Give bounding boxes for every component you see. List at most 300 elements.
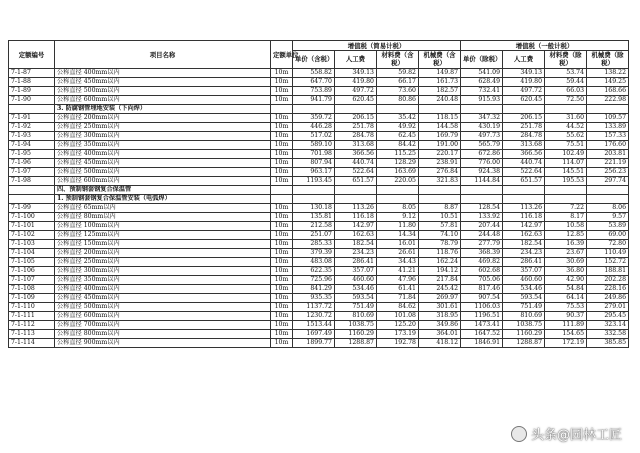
cell-material-excl: 195.53 (545, 177, 587, 186)
header-machine-incl: 机械费（含税） (419, 51, 461, 69)
cell-material-excl: 23.67 (545, 249, 587, 258)
table-row (9, 222, 629, 231)
cell-labor-2: 751.49 (503, 303, 545, 312)
quota-unit: 10m (271, 222, 293, 231)
cell-labor: 593.54 (335, 294, 377, 303)
cell-labor-2: 1160.29 (503, 330, 545, 339)
cell-material-incl: 34.43 (377, 258, 419, 267)
cell-material-incl: 62.45 (377, 132, 419, 141)
cell-machine-incl: 301.61 (419, 303, 461, 312)
cell-material-incl: 84.62 (377, 303, 419, 312)
cell-machine-excl: 110.49 (587, 249, 629, 258)
table-row (9, 159, 629, 168)
section-empty-cell (293, 195, 335, 204)
cell-machine-excl: 203.81 (587, 150, 629, 159)
cell-material-excl: 59.44 (545, 78, 587, 87)
cell-price-excl: 1196.51 (461, 312, 503, 321)
cell-material-excl: 90.37 (545, 312, 587, 321)
cell-machine-incl: 238.91 (419, 159, 461, 168)
item-name: 公称直径 450mm以内 (55, 294, 271, 303)
cell-material-excl: 75.51 (545, 141, 587, 150)
quota-table (8, 40, 629, 348)
quota-unit: 10m (271, 312, 293, 321)
quota-unit: 10m (271, 132, 293, 141)
cell-labor-2: 284.78 (503, 132, 545, 141)
item-name: 公称直径 500mm以内 (55, 303, 271, 312)
cell-labor: 142.97 (335, 222, 377, 231)
item-name: 公称直径 400mm以内 (55, 69, 271, 78)
section-empty-cell (461, 195, 503, 204)
cell-labor: 497.72 (335, 87, 377, 96)
cell-price-incl: 359.72 (293, 114, 335, 123)
cell-machine-incl: 144.58 (419, 123, 461, 132)
quota-code: 7-1-98 (9, 177, 55, 186)
cell-labor-2: 1038.75 (503, 321, 545, 330)
cell-material-incl: 14.34 (377, 231, 419, 240)
cell-machine-excl: 157.33 (587, 132, 629, 141)
table-row (9, 312, 629, 321)
section-empty-cell (587, 186, 629, 195)
quota-unit: 10m (271, 168, 293, 177)
cell-material-incl: 66.17 (377, 78, 419, 87)
quota-code: 7-1-105 (9, 258, 55, 267)
header-group-simple: 增值税（简易计税） (293, 41, 461, 51)
cell-labor-2: 366.56 (503, 150, 545, 159)
table-row (9, 330, 629, 339)
table-row (9, 69, 629, 78)
header-labor: 人工费 (335, 51, 377, 69)
cell-price-incl: 701.98 (293, 150, 335, 159)
cell-price-incl: 963.17 (293, 168, 335, 177)
cell-labor: 357.07 (335, 267, 377, 276)
cell-price-excl: 924.38 (461, 168, 503, 177)
cell-labor: 366.56 (335, 150, 377, 159)
item-name: 公称直径 100mm以内 (55, 222, 271, 231)
cell-price-incl: 251.07 (293, 231, 335, 240)
quota-code: 7-1-87 (9, 69, 55, 78)
cell-material-excl: 66.03 (545, 87, 587, 96)
cell-price-incl: 130.18 (293, 204, 335, 213)
section-empty-cell (587, 195, 629, 204)
quota-code: 7-1-114 (9, 339, 55, 348)
cell-labor-2: 651.57 (503, 177, 545, 186)
section-empty-cell (545, 105, 587, 114)
cell-machine-incl: 182.57 (419, 87, 461, 96)
cell-price-excl: 1473.41 (461, 321, 503, 330)
quota-unit: 10m (271, 114, 293, 123)
quota-code: 7-1-88 (9, 78, 55, 87)
cell-labor: 534.46 (335, 285, 377, 294)
section-code-cell (9, 105, 55, 114)
cell-machine-incl: 10.51 (419, 213, 461, 222)
quota-unit: 10m (271, 276, 293, 285)
table-row (9, 276, 629, 285)
cell-price-excl: 430.19 (461, 123, 503, 132)
cell-labor-2: 234.23 (503, 249, 545, 258)
section-empty-cell (377, 195, 419, 204)
cell-price-excl: 128.54 (461, 204, 503, 213)
table-row (9, 123, 629, 132)
cell-price-incl: 1513.44 (293, 321, 335, 330)
quota-unit: 10m (271, 123, 293, 132)
table-row (9, 285, 629, 294)
item-name: 公称直径 250mm以内 (55, 123, 271, 132)
cell-machine-incl: 8.87 (419, 204, 461, 213)
table-row (9, 267, 629, 276)
quota-code: 7-1-93 (9, 132, 55, 141)
section-empty-cell (587, 105, 629, 114)
cell-price-excl: 817.46 (461, 285, 503, 294)
cell-labor: 251.78 (335, 123, 377, 132)
section-row (9, 186, 629, 195)
item-name: 公称直径 80mm以内 (55, 213, 271, 222)
quota-code: 7-1-112 (9, 321, 55, 330)
cell-labor: 116.18 (335, 213, 377, 222)
section-empty-cell (461, 186, 503, 195)
item-name: 公称直径 300mm以内 (55, 132, 271, 141)
cell-price-incl: 589.10 (293, 141, 335, 150)
watermark-text: 头条@园林工匠 (530, 428, 622, 443)
cell-price-incl: 647.70 (293, 78, 335, 87)
cell-labor: 460.60 (335, 276, 377, 285)
cell-material-incl: 173.19 (377, 330, 419, 339)
section-empty-cell (503, 105, 545, 114)
cell-labor-2: 313.68 (503, 141, 545, 150)
table-row (9, 150, 629, 159)
cell-labor-2: 620.45 (503, 96, 545, 105)
quota-code: 7-1-97 (9, 168, 55, 177)
cell-machine-excl: 72.80 (587, 240, 629, 249)
cell-price-incl: 212.58 (293, 222, 335, 231)
cell-machine-incl: 245.42 (419, 285, 461, 294)
quota-code: 7-1-100 (9, 213, 55, 222)
item-name: 公称直径 700mm以内 (55, 321, 271, 330)
item-name: 公称直径 350mm以内 (55, 141, 271, 150)
cell-material-incl: 192.78 (377, 339, 419, 348)
cell-price-incl: 1697.49 (293, 330, 335, 339)
quota-unit: 10m (271, 249, 293, 258)
item-name: 公称直径 800mm以内 (55, 330, 271, 339)
cell-material-incl: 163.69 (377, 168, 419, 177)
quota-unit: 10m (271, 159, 293, 168)
cell-material-excl: 7.22 (545, 204, 587, 213)
cell-labor: 349.13 (335, 69, 377, 78)
cell-material-incl: 49.92 (377, 123, 419, 132)
cell-material-incl: 35.42 (377, 114, 419, 123)
cell-machine-incl: 276.84 (419, 168, 461, 177)
cell-price-excl: 776.00 (461, 159, 503, 168)
cell-labor-2: 286.41 (503, 258, 545, 267)
cell-price-excl: 1106.03 (461, 303, 503, 312)
table-row (9, 177, 629, 186)
cell-material-incl: 115.25 (377, 150, 419, 159)
cell-price-incl: 558.82 (293, 69, 335, 78)
table-row (9, 240, 629, 249)
cell-price-excl: 207.44 (461, 222, 503, 231)
cell-price-excl: 368.39 (461, 249, 503, 258)
cell-machine-incl: 149.87 (419, 69, 461, 78)
cell-machine-excl: 221.19 (587, 159, 629, 168)
cell-material-excl: 55.62 (545, 132, 587, 141)
quota-code: 7-1-99 (9, 204, 55, 213)
cell-material-excl: 8.17 (545, 213, 587, 222)
section-empty-cell (377, 186, 419, 195)
table-row (9, 87, 629, 96)
section-empty-cell (461, 105, 503, 114)
cell-price-incl: 1137.72 (293, 303, 335, 312)
cell-material-incl: 73.60 (377, 87, 419, 96)
cell-material-incl: 220.05 (377, 177, 419, 186)
header-name: 项目名称 (55, 41, 271, 69)
cell-labor-2: 116.18 (503, 213, 545, 222)
table-row (9, 303, 629, 312)
table-row (9, 294, 629, 303)
cell-machine-incl: 162.24 (419, 258, 461, 267)
header-price-excl: 单价（除税） (461, 51, 503, 69)
quota-unit: 10m (271, 267, 293, 276)
section-empty-cell (335, 105, 377, 114)
section-title: 1. 预制钢套钢复合保温管安装（电弧焊） (55, 195, 271, 204)
quota-unit: 10m (271, 69, 293, 78)
item-name: 公称直径 300mm以内 (55, 267, 271, 276)
table-row (9, 132, 629, 141)
cell-labor-2: 522.64 (503, 168, 545, 177)
cell-material-incl: 47.96 (377, 276, 419, 285)
cell-price-incl: 285.33 (293, 240, 335, 249)
header-machine-excl: 机械费（除税） (587, 51, 629, 69)
cell-labor: 284.78 (335, 132, 377, 141)
item-name: 公称直径 65mm以内 (55, 204, 271, 213)
cell-material-excl: 72.50 (545, 96, 587, 105)
cell-price-excl: 915.93 (461, 96, 503, 105)
quota-code: 7-1-106 (9, 267, 55, 276)
cell-labor-2: 251.78 (503, 123, 545, 132)
cell-machine-incl: 318.95 (419, 312, 461, 321)
cell-material-incl: 128.29 (377, 159, 419, 168)
cell-labor: 751.49 (335, 303, 377, 312)
cell-machine-excl: 297.74 (587, 177, 629, 186)
cell-labor-2: 1288.87 (503, 339, 545, 348)
item-name: 公称直径 200mm以内 (55, 249, 271, 258)
quota-code: 7-1-109 (9, 294, 55, 303)
cell-price-excl: 1647.52 (461, 330, 503, 339)
quota-unit: 10m (271, 258, 293, 267)
header-material-incl: 材料费（含税） (377, 51, 419, 69)
table-row (9, 213, 629, 222)
table-row (9, 249, 629, 258)
quota-unit: 10m (271, 87, 293, 96)
cell-machine-excl: 332.58 (587, 330, 629, 339)
header-code: 定额编号 (9, 41, 55, 69)
quota-code: 7-1-94 (9, 141, 55, 150)
cell-material-excl: 16.39 (545, 240, 587, 249)
section-empty-cell (503, 186, 545, 195)
cell-price-excl: 1144.84 (461, 177, 503, 186)
cell-price-incl: 379.39 (293, 249, 335, 258)
table-row (9, 141, 629, 150)
cell-material-incl: 61.41 (377, 285, 419, 294)
cell-machine-excl: 323.14 (587, 321, 629, 330)
cell-machine-incl: 118.76 (419, 249, 461, 258)
cell-labor-2: 113.26 (503, 204, 545, 213)
cell-material-incl: 80.86 (377, 96, 419, 105)
cell-labor: 1288.87 (335, 339, 377, 348)
quota-code: 7-1-91 (9, 114, 55, 123)
cell-price-excl: 541.09 (461, 69, 503, 78)
watermark (511, 424, 622, 443)
cell-labor: 1038.75 (335, 321, 377, 330)
cell-machine-excl: 188.81 (587, 267, 629, 276)
cell-material-excl: 154.65 (545, 330, 587, 339)
section-empty-cell (419, 195, 461, 204)
cell-machine-excl: 69.00 (587, 231, 629, 240)
quota-unit: 10m (271, 321, 293, 330)
quota-code: 7-1-113 (9, 330, 55, 339)
item-name: 公称直径 450mm以内 (55, 159, 271, 168)
quota-unit: 10m (271, 303, 293, 312)
quota-unit: 10m (271, 96, 293, 105)
quota-code: 7-1-108 (9, 285, 55, 294)
cell-price-incl: 1230.72 (293, 312, 335, 321)
cell-machine-excl: 222.98 (587, 96, 629, 105)
quota-code: 7-1-101 (9, 222, 55, 231)
item-name: 公称直径 400mm以内 (55, 285, 271, 294)
section-code-cell (9, 195, 55, 204)
section-empty-cell (419, 105, 461, 114)
cell-labor-2: 810.69 (503, 312, 545, 321)
cell-machine-excl: 256.23 (587, 168, 629, 177)
cell-labor-2: 419.80 (503, 78, 545, 87)
cell-machine-incl: 418.12 (419, 339, 461, 348)
cell-machine-incl: 217.84 (419, 276, 461, 285)
quota-code: 7-1-96 (9, 159, 55, 168)
cell-machine-excl: 133.89 (587, 123, 629, 132)
cell-machine-incl: 194.12 (419, 267, 461, 276)
cell-machine-excl: 385.85 (587, 339, 629, 348)
section-empty-cell (503, 195, 545, 204)
header-price-incl: 单价（含税） (293, 51, 335, 69)
cell-price-incl: 725.96 (293, 276, 335, 285)
cell-machine-incl: 220.17 (419, 150, 461, 159)
cell-labor-2: 534.46 (503, 285, 545, 294)
cell-price-excl: 347.32 (461, 114, 503, 123)
table-row (9, 114, 629, 123)
quota-unit: 10m (271, 204, 293, 213)
cell-material-incl: 41.21 (377, 267, 419, 276)
section-row (9, 195, 629, 204)
cell-labor: 162.63 (335, 231, 377, 240)
cell-machine-incl: 364.01 (419, 330, 461, 339)
cell-labor: 313.68 (335, 141, 377, 150)
item-name: 公称直径 400mm以内 (55, 150, 271, 159)
cell-material-excl: 36.80 (545, 267, 587, 276)
item-name: 公称直径 500mm以内 (55, 87, 271, 96)
quota-code: 7-1-111 (9, 312, 55, 321)
quota-unit: 10m (271, 339, 293, 348)
cell-machine-incl: 78.79 (419, 240, 461, 249)
cell-material-incl: 8.05 (377, 204, 419, 213)
item-name: 公称直径 600mm以内 (55, 312, 271, 321)
section-empty-cell (335, 195, 377, 204)
cell-machine-incl: 161.73 (419, 78, 461, 87)
section-empty-cell (377, 105, 419, 114)
cell-price-incl: 446.28 (293, 123, 335, 132)
cell-price-incl: 517.02 (293, 132, 335, 141)
watermark-logo-icon (511, 426, 527, 442)
section-empty-cell (293, 186, 335, 195)
section-code-cell (9, 186, 55, 195)
cell-labor: 182.54 (335, 240, 377, 249)
quota-code: 7-1-90 (9, 96, 55, 105)
cell-price-incl: 753.89 (293, 87, 335, 96)
cell-material-excl: 53.74 (545, 69, 587, 78)
cell-material-incl: 84.42 (377, 141, 419, 150)
cell-material-excl: 64.14 (545, 294, 587, 303)
cell-material-excl: 12.85 (545, 231, 587, 240)
cell-labor-2: 357.07 (503, 267, 545, 276)
cell-labor-2: 497.72 (503, 87, 545, 96)
item-name: 公称直径 450mm以内 (55, 78, 271, 87)
cell-material-excl: 75.53 (545, 303, 587, 312)
cell-price-incl: 1193.45 (293, 177, 335, 186)
cell-machine-excl: 176.60 (587, 141, 629, 150)
cell-material-excl: 42.90 (545, 276, 587, 285)
cell-labor: 234.23 (335, 249, 377, 258)
section-title: 3. 防腐钢管埋地安装（下向焊） (55, 105, 271, 114)
quota-unit: 10m (271, 141, 293, 150)
cell-material-incl: 16.01 (377, 240, 419, 249)
cell-labor: 522.64 (335, 168, 377, 177)
section-empty-cell (271, 186, 293, 195)
section-title: 四、预制钢套钢复合保温管 (55, 186, 271, 195)
cell-labor: 620.45 (335, 96, 377, 105)
cell-material-incl: 9.12 (377, 213, 419, 222)
quota-code: 7-1-89 (9, 87, 55, 96)
quota-unit: 10m (271, 213, 293, 222)
table-row (9, 78, 629, 87)
cell-price-incl: 1899.77 (293, 339, 335, 348)
cell-machine-excl: 168.66 (587, 87, 629, 96)
cell-price-excl: 907.54 (461, 294, 503, 303)
cell-material-excl: 30.69 (545, 258, 587, 267)
section-empty-cell (293, 105, 335, 114)
section-empty-cell (545, 186, 587, 195)
cell-labor: 419.80 (335, 78, 377, 87)
cell-labor: 113.26 (335, 204, 377, 213)
cell-price-excl: 1846.91 (461, 339, 503, 348)
header-material-excl: 材料费（除税） (545, 51, 587, 69)
cell-labor-2: 593.54 (503, 294, 545, 303)
cell-material-incl: 26.61 (377, 249, 419, 258)
cell-material-excl: 145.51 (545, 168, 587, 177)
cell-machine-excl: 279.01 (587, 303, 629, 312)
quota-unit: 10m (271, 231, 293, 240)
cell-machine-incl: 269.97 (419, 294, 461, 303)
cell-labor-2: 349.13 (503, 69, 545, 78)
quota-code: 7-1-95 (9, 150, 55, 159)
cell-machine-excl: 202.28 (587, 276, 629, 285)
item-name: 公称直径 150mm以内 (55, 240, 271, 249)
quota-code: 7-1-103 (9, 240, 55, 249)
cell-price-excl: 628.49 (461, 78, 503, 87)
cell-price-excl: 244.48 (461, 231, 503, 240)
section-empty-cell (545, 195, 587, 204)
header-group-general: 增值税（一般计税） (461, 41, 629, 51)
cell-machine-excl: 138.22 (587, 69, 629, 78)
cell-price-excl: 565.79 (461, 141, 503, 150)
cell-labor: 651.57 (335, 177, 377, 186)
section-row (9, 105, 629, 114)
